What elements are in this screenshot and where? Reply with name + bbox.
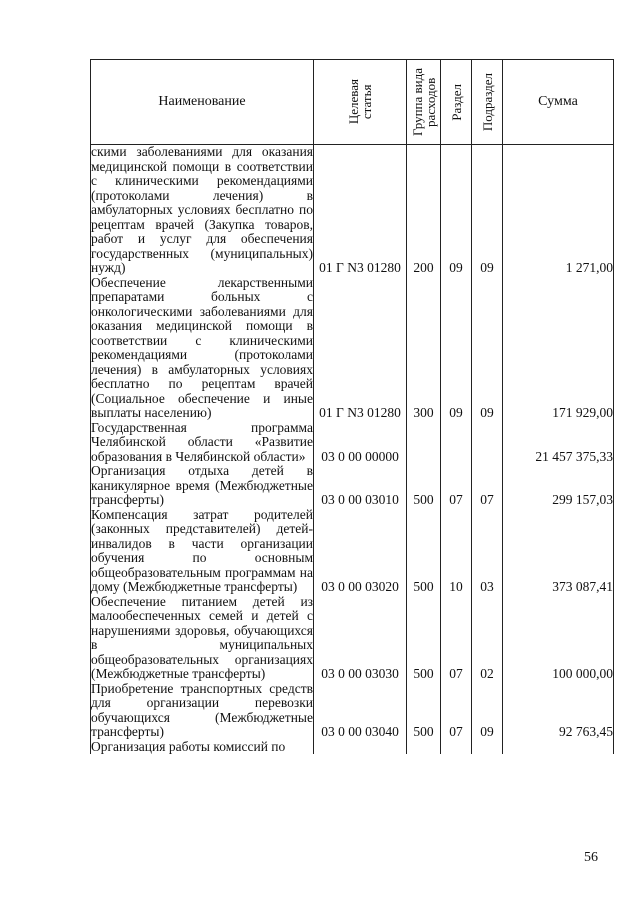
row-section bbox=[441, 421, 472, 465]
row-subsection: 07 bbox=[472, 464, 503, 508]
row-subsection bbox=[472, 740, 503, 755]
header-section bbox=[441, 60, 472, 145]
row-expense-group: 500 bbox=[407, 464, 441, 508]
row-sum bbox=[503, 740, 614, 755]
row-name: Организация работы комиссий по bbox=[91, 740, 314, 755]
header-name: Наименование bbox=[91, 60, 314, 145]
row-expense-group: 500 bbox=[407, 682, 441, 740]
row-subsection bbox=[472, 421, 503, 465]
row-expense-group: 300 bbox=[407, 276, 441, 421]
table-row bbox=[91, 508, 614, 595]
row-target-article: 03 0 00 03010 bbox=[314, 464, 407, 508]
table-row bbox=[91, 421, 614, 465]
row-target-article bbox=[314, 740, 407, 755]
header-subsection bbox=[472, 60, 503, 145]
row-expense-group: 500 bbox=[407, 508, 441, 595]
row-sum: 92 763,45 bbox=[503, 682, 614, 740]
table-row bbox=[91, 595, 614, 682]
row-section: 07 bbox=[441, 595, 472, 682]
row-name: Приобретение транспортных средств для организации перевозки обучающихся (Межбюджетные трансферты) bbox=[91, 680, 313, 739]
row-sum: 1 271,00 bbox=[503, 145, 614, 276]
row-subsection: 09 bbox=[472, 276, 503, 421]
row-expense-group: 500 bbox=[407, 595, 441, 682]
header-target-article-label: Целевая статья bbox=[346, 79, 374, 125]
row-sum: 100 000,00 bbox=[503, 595, 614, 682]
header-section-label: Раздел bbox=[448, 83, 464, 121]
row-section: 07 bbox=[441, 682, 472, 740]
row-name: Обеспечение питанием детей из малообеспеченных семей и детей с нарушениями здоровья, обучающихся в муниципальных общеобразовательных организациях (Межбюджетные трансферты) bbox=[91, 593, 313, 681]
row-section: 09 bbox=[441, 145, 472, 276]
row-section: 09 bbox=[441, 276, 472, 421]
row-name: Обеспечение лекарственными препаратами больных с онкологическими заболеваниями для оказания медицинской помощи в соответствии с клиническими рекомендациями (протоколами лечения) в амбулаторных условиях бесплатно по рецептам врачей (Социальное обеспечение и иные выплаты населению) bbox=[91, 274, 313, 420]
table-row bbox=[91, 740, 614, 755]
row-section: 07 bbox=[441, 464, 472, 508]
row-name: Государственная программа Челябинской области «Развитие образования в Челябинской области» bbox=[91, 419, 313, 464]
header-expense-group-label: Группа вида расходов bbox=[409, 68, 438, 136]
row-sum: 373 087,41 bbox=[503, 508, 614, 595]
row-subsection: 03 bbox=[472, 508, 503, 595]
row-subsection: 09 bbox=[472, 145, 503, 276]
header-subsection-label: Подраздел bbox=[479, 72, 495, 132]
row-name: Компенсация затрат родителей (законных представителей) детей-инвалидов в части организации обучения по основным общеобразовательным программам на дому (Межбюджетные трансферты) bbox=[91, 506, 313, 594]
table-row bbox=[91, 682, 614, 740]
table-row bbox=[91, 276, 614, 421]
row-expense-group bbox=[407, 740, 441, 755]
header-sum: Сумма bbox=[503, 60, 614, 145]
table-body bbox=[91, 145, 614, 755]
budget-table bbox=[90, 59, 614, 754]
row-sum: 171 929,00 bbox=[503, 276, 614, 421]
row-target-article: 03 0 00 00000 bbox=[314, 421, 407, 465]
header-expense-group bbox=[407, 60, 441, 145]
table-row bbox=[91, 464, 614, 508]
row-subsection: 09 bbox=[472, 682, 503, 740]
row-target-article: 03 0 00 03030 bbox=[314, 595, 407, 682]
table-header bbox=[91, 60, 614, 145]
header-target-article bbox=[314, 60, 407, 145]
row-subsection: 02 bbox=[472, 595, 503, 682]
page-number: 56 bbox=[584, 850, 598, 865]
row-target-article: 01 Г N3 01280 bbox=[314, 276, 407, 421]
row-expense-group: 200 bbox=[407, 145, 441, 276]
row-section bbox=[441, 740, 472, 755]
table-row bbox=[91, 145, 614, 276]
row-name: скими заболеваниями для оказания медицинской помощи в соответствии с клиническими рекомендациями (протоколами лечения) в амбулаторных условиях бесплатно по рецептам врачей (Закупка товаров, работ и услуг для обеспечения государственных (муниципальных) нужд) bbox=[91, 144, 313, 275]
row-sum: 299 157,03 bbox=[503, 464, 614, 508]
row-target-article: 01 Г N3 01280 bbox=[314, 145, 407, 276]
row-section: 10 bbox=[441, 508, 472, 595]
row-expense-group bbox=[407, 421, 441, 465]
row-name: Организация отдыха детей в каникулярное время (Межбюджетные трансферты) bbox=[91, 463, 313, 507]
row-target-article: 03 0 00 03040 bbox=[314, 682, 407, 740]
row-sum: 21 457 375,33 bbox=[503, 421, 614, 465]
row-target-article: 03 0 00 03020 bbox=[314, 508, 407, 595]
